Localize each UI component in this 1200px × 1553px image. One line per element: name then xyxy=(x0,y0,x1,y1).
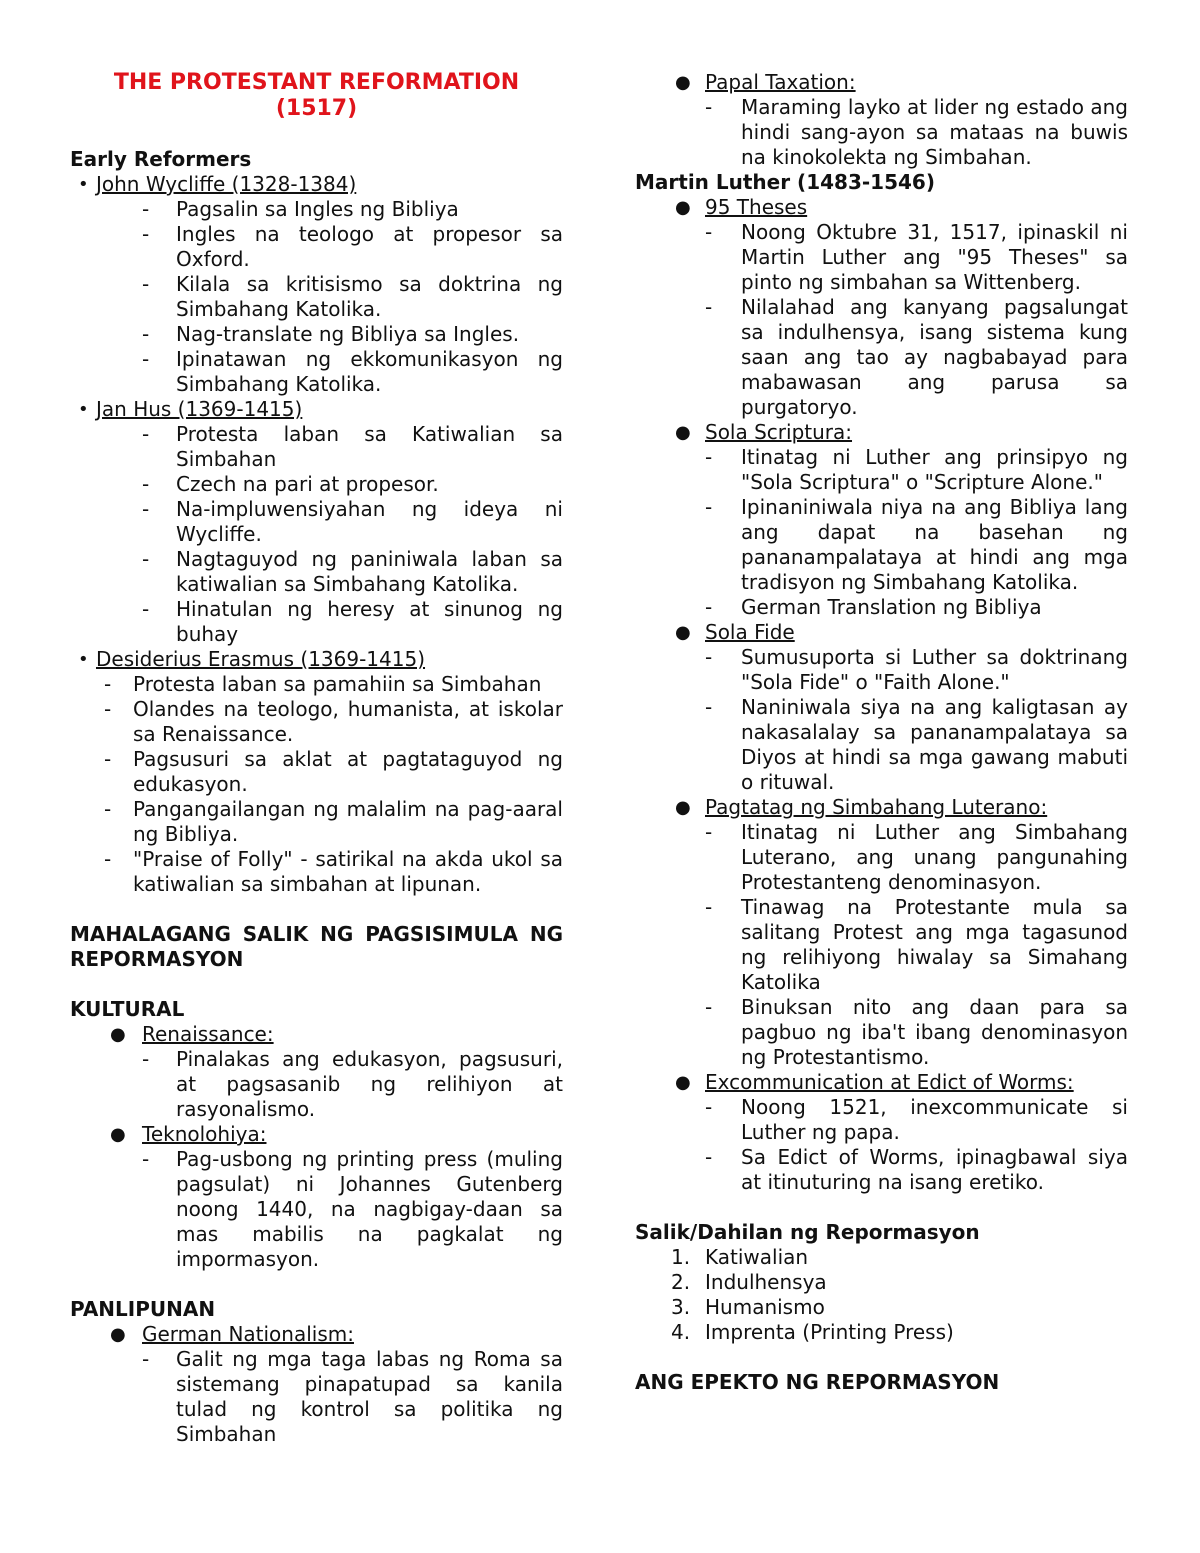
list-item: - Ipinatawan ng ekkomunikasyon ng Simbahang Katolika. xyxy=(142,347,563,396)
list-item: - Nagtaguyod ng paniniwala laban sa katiwalian sa Simbahang Katolika. xyxy=(142,547,563,596)
document-title: THE PROTESTANT REFORMATION (1517) xyxy=(113,70,520,121)
list-item: - Binuksan nito ang daan para sa pagbuo ng iba't ibang denominasyon ng Protestantismo. xyxy=(705,995,1128,1069)
list-item: • John Wycliffe (1328-1384) xyxy=(78,172,357,196)
list-item: - Nag-translate ng Bibliya sa Ingles. xyxy=(142,322,520,346)
list-item: ● 95 Theses xyxy=(675,195,808,219)
list-item: - Ingles na teologo at propesor sa Oxford. xyxy=(142,222,563,271)
list-item: - Protesta laban sa pamahiin sa Simbahan xyxy=(104,672,542,696)
list-item: - Pangangailangan ng malalim na pag-aaral ng Bibliya. xyxy=(104,797,563,846)
list-item: - Pagsalin sa Ingles ng Bibliya xyxy=(142,197,459,221)
section-heading: Martin Luther (1483-1546) xyxy=(635,170,935,194)
list-item: - Na-impluwensiyahan ng ideya ni Wycliffe. xyxy=(142,497,563,546)
right-column xyxy=(635,70,1128,1395)
list-item: - Noong 1521, inexcommunicate si Luther ng papa. xyxy=(705,1095,1128,1144)
list-item: - Sa Edict of Worms, ipinagbawal siya at itinuturing na isang eretiko. xyxy=(705,1145,1128,1194)
list-item: - Tinawag na Protestante mula sa salitang Protest ang mga tagasunod ng relihiyong hiwalay sa Simahang Katolika xyxy=(705,895,1128,994)
list-item: 2. Indulhensya xyxy=(671,1270,827,1294)
list-item: 3. Humanismo xyxy=(671,1295,825,1319)
list-item: - Protesta laban sa Katiwalian sa Simbahan xyxy=(142,422,563,471)
list-item: - Pinalakas ang edukasyon, pagsusuri, at pagsasanib ng relihiyon at rasyonalismo. xyxy=(142,1047,563,1121)
left-column xyxy=(70,70,563,1447)
list-item: 4. Imprenta (Printing Press) xyxy=(671,1320,954,1344)
list-item: - German Translation ng Bibliya xyxy=(705,595,1042,619)
list-item: ● Teknolohiya: xyxy=(110,1122,267,1146)
list-item: ● Renaissance: xyxy=(110,1022,274,1046)
section-heading: ANG EPEKTO NG REPORMASYON xyxy=(635,1370,1000,1394)
list-item: - Ipinaniniwala niya na ang Bibliya lang ang dapat na basehan ng pananampalataya at hindi ang mga tradisyon ng Simbahang Katolika. xyxy=(705,495,1128,594)
list-item: ● Sola Scriptura: xyxy=(675,420,853,444)
list-item: - Olandes na teologo, humanista, at iskolar sa Renaissance. xyxy=(104,697,563,746)
list-item: - Noong Oktubre 31, 1517, ipinaskil ni Martin Luther ang "95 Theses" sa pinto ng simbahan sa Wittenberg. xyxy=(705,220,1128,294)
list-item: - Itinatag ni Luther ang Simbahang Luterano, ang unang pangunahing Protestanteng denominasyon. xyxy=(705,820,1128,894)
list-item: • Desiderius Erasmus (1369-1415) xyxy=(78,647,426,671)
list-item: • Jan Hus (1369-1415) xyxy=(78,397,303,421)
list-item: - Galit ng mga taga labas ng Roma sa sistemang pinapatupad sa kanila tulad ng kontrol sa politika ng Simbahan xyxy=(142,1347,563,1446)
list-item: - Itinatag ni Luther ang prinsipyo ng "Sola Scriptura" o "Scripture Alone." xyxy=(705,445,1128,494)
list-item: - Naniniwala siya na ang kaligtasan ay nakasalalay sa pananampalataya sa Diyos at hindi sa mga gawang mabuti o rituwal. xyxy=(705,695,1128,794)
list-item: - Nilalahad ang kanyang pagsalungat sa indulhensya, isang sistema kung saan ang tao ay nagbabayad para mabawasan ang parusa sa purgatoryo. xyxy=(705,295,1128,419)
list-item: - Pag-usbong ng printing press (muling pagsulat) ni Johannes Gutenberg noong 1440, na nagbigay-daan sa mas mabilis na pagkalat ng impormasyon. xyxy=(142,1147,563,1271)
list-item: - Pagsusuri sa aklat at pagtataguyod ng edukasyon. xyxy=(104,747,563,796)
list-item: ● Papal Taxation: xyxy=(675,70,856,94)
list-item: ● German Nationalism: xyxy=(110,1322,354,1346)
list-item: 1. Katiwalian xyxy=(671,1245,809,1269)
list-item: - Maraming layko at lider ng estado ang hindi sang-ayon sa mataas na buwis na kinokolekta ng Simbahan. xyxy=(705,95,1128,169)
section-heading: MAHALAGANG SALIK NG PAGSISIMULA NG REPORMASYON xyxy=(70,922,563,971)
section-heading: Salik/Dahilan ng Repormasyon xyxy=(635,1220,980,1244)
list-item: ● Excommunication at Edict of Worms: xyxy=(675,1070,1074,1094)
list-item: - Hinatulan ng heresy at sinunog ng buhay xyxy=(142,597,563,646)
list-item: - Kilala sa kritisismo sa doktrina ng Simbahang Katolika. xyxy=(142,272,563,321)
section-heading: PANLIPUNAN xyxy=(70,1297,216,1321)
list-item: - Czech na pari at propesor. xyxy=(142,472,439,496)
list-item: ● Pagtatag ng Simbahang Luterano: xyxy=(675,795,1048,819)
section-heading: KULTURAL xyxy=(70,997,185,1021)
list-item: - Sumusuporta si Luther sa doktrinang "Sola Fide" o "Faith Alone." xyxy=(705,645,1128,694)
list-item: - "Praise of Folly" - satirikal na akda ukol sa katiwalian sa simbahan at lipunan. xyxy=(104,847,563,896)
early-reformers-heading: Early Reformers xyxy=(70,147,252,171)
list-item: ● Sola Fide xyxy=(675,620,795,644)
